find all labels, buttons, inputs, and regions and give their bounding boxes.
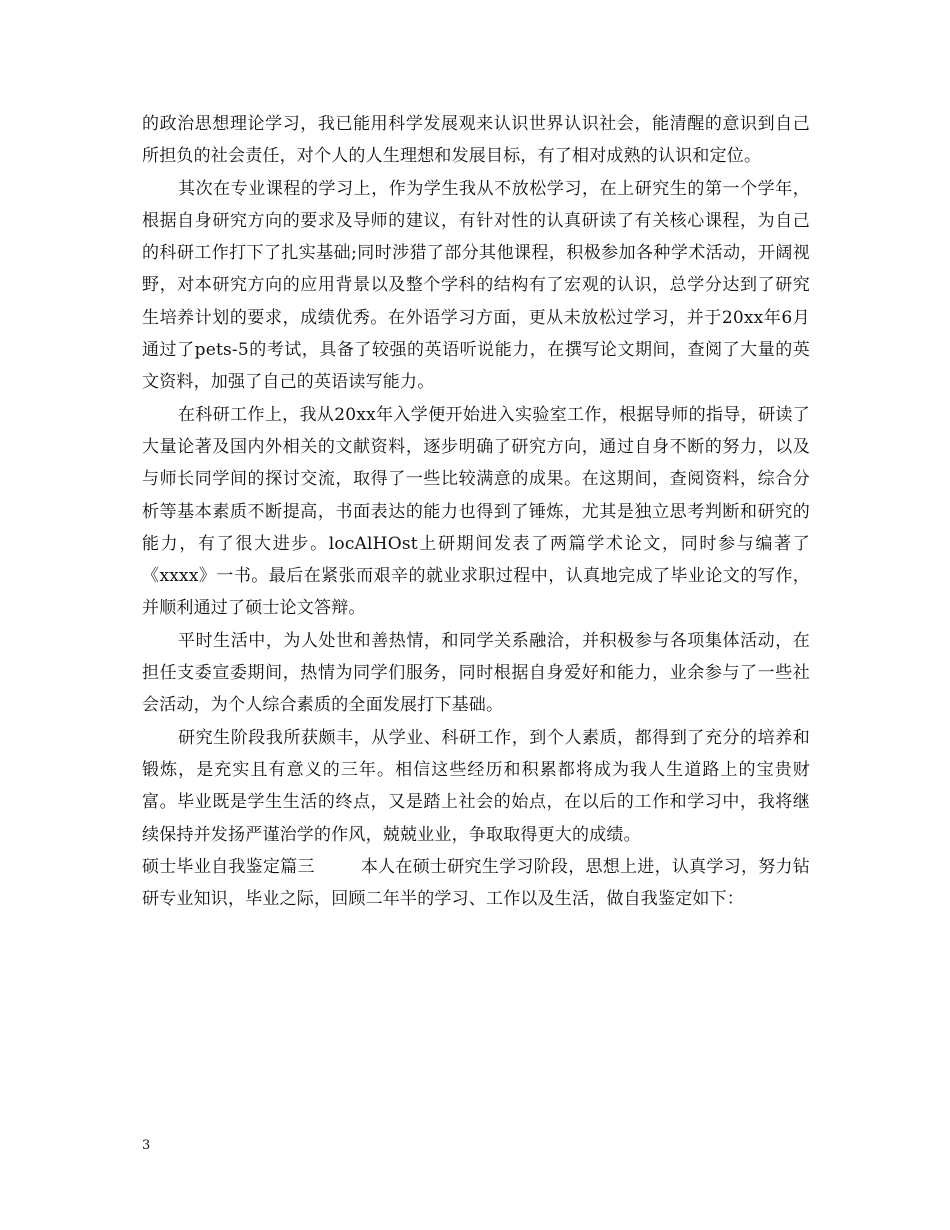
paragraph-summary: 研究生阶段我所获颇丰，从学业、科研工作，到个人素质，都得到了充分的培养和锻炼，是充实且有意义的三年。相信这些经历和积累都将成为我人生道路上的宝贵财富。毕业既是学生生活的终点，又是踏上社会的始点，在以后的工作和学习中，我将继续保持并发扬严谨治学的作风，兢兢业业，争取取得更大的成绩。 — [142, 727, 810, 845]
section-title: 硕士毕业自我鉴定篇三 — [142, 856, 315, 877]
paragraph-coursework: 其次在专业课程的学习上，作为学生我从不放松学习，在上研究生的第一个学年，根据自身研究方向的要求及导师的建议，有针对性的认真研读了有关核心课程，为自己的科研工作打下了扎实基础;同时涉猎了部分其他课程，积极参加各种学术活动，开阔视野，对本研究方向的应用背景以及整个学科的结构有了宏观的认识，总学分达到了研究生培养计划的要求，成绩优秀。在外语学习方面，更从未放松过学习，并于20xx年6月通过了pets-5的考试，具备了较强的英语听说能力，在撰写论文期间，查阅了大量的英文资料，加强了自己的英语读写能力。 — [142, 178, 810, 393]
section-three — [142, 851, 810, 916]
paragraph-continuation: 的政治思想理论学习，我已能用科学发展观来认识世界认识社会，能清醒的意识到自己所担负的社会责任，对个人的人生理想和发展目标，有了相对成熟的认识和定位。 — [142, 114, 810, 167]
document-body — [142, 108, 810, 915]
page-number: 3 — [142, 1138, 151, 1153]
paragraph-daily-life: 平时生活中，为人处世和善热情，和同学关系融洽，并积极参与各项集体活动，在担任支委宣委期间，热情为同学们服务，同时根据自身爱好和能力，业余参与了一些社会活动，为个人综合素质的全面发展打下基础。 — [142, 630, 810, 716]
section-intro: 本人在硕士研究生学习阶段，思想上进，认真学习，努力钻研专业知识，毕业之际，回顾二年半的学习、工作以及生活，做自我鉴定如下： — [142, 856, 811, 910]
paragraph-research: 在科研工作上，我从20xx年入学便开始进入实验室工作，根据导师的指导，研读了大量论著及国内外相关的文献资料，逐步明确了研究方向，通过自身不断的努力，以及与师长同学间的探讨交流，取得了一些比较满意的成果。在这期间，查阅资料，综合分析等基本素质不断提高，书面表达的能力也得到了锤炼，尤其是独立思考判断和研究的能力，有了很大进步。locAlHOst上研期间发表了两篇学术论文，同时参与编著了《xxxx》一书。最后在紧张而艰辛的就业求职过程中，认真地完成了毕业论文的写作，并顺利通过了硕士论文答辩。 — [142, 404, 810, 619]
